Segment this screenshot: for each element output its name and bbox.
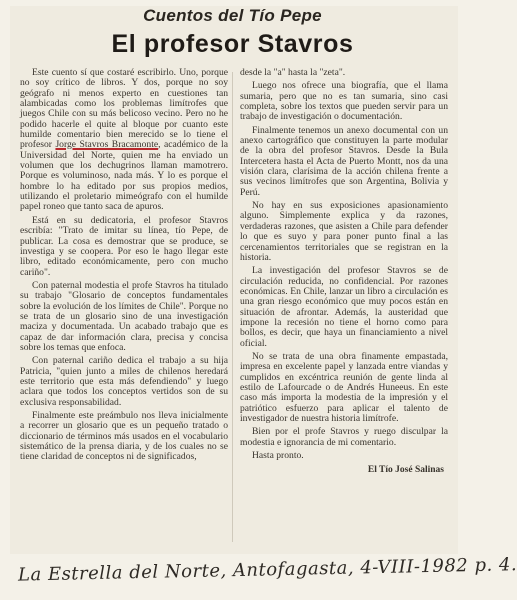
paragraph: Con paternal modestia el profe Stavros ha titulado su trabajo "Glosario de conceptos fundamentales sobre la evolución de los límites de Chile". Porque no se trata de un glosario sino de una investigación maciza y documentada. Un acabado trabajo que es capaz de dar información clara, precisa y concisa sobre los temas que enfoca.: [20, 279, 228, 353]
paragraph: Hasta pronto.: [252, 450, 304, 462]
author-signature: El Tío José Salinas: [367, 465, 444, 476]
paragraph: Está en su dedicatoria, el profesor Stavros escribía: "Trato de imitar su línea, tío Pepe, de publicar. La cosa es demostrar que se produce, se investiga y se coopera. Por eso le hago llegar este libro, editado económicamente, pero con mucho cariño".: [20, 214, 228, 278]
underlined-name: Jorge Stavros Bracamonte: [55, 139, 159, 151]
paragraph: La investigación del profesor Stavros se de circulación reducida, no confidencial. Por razones económicas. En Chile, lanzar un libro a circulación es una gran riesgo económico que muy pocos están en situación de afrontar. Además, la austeridad que impone la recesión no tiene el horno como para bollos, es decir, que haya un financiamiento a nivel oficial.: [240, 265, 448, 349]
article-headline: El profesor Stavros: [111, 30, 354, 58]
paragraph: Bien por el profe Stavros y ruego disculpar la modestia e ignorancia de mi comentario.: [240, 426, 448, 448]
left-column: [20, 68, 228, 466]
paragraph: Finalmente tenemos un anexo documental con un anexo cartográfico que constituyen la parte modular de la obra del profesor Stavros. Desde la Bula Intercetera hasta el Acta de Puerto Montt, nos da una visión clara, clarísima de la acción chilena frente a sus vecinos limítrofes que son Argentina, Bolivia y Perú.: [240, 124, 448, 198]
right-column: [240, 68, 448, 476]
paragraph: Luego nos ofrece una biografía, que el llama sumaria, pero que no es tan sumaria, sino casi completa, sobre los textos que pueden servir para un trabajo de investigación o documentación.: [240, 80, 448, 123]
paragraph: No se trata de una obra finamente empastada, impresa en excelente papel y lanzada entre viandas y cumplidos en excéntrica reunión de gente linda al estilo de Lafourcade o de Andrés Huneeus. En este caso más importa la modestia de la impresión y el patriótico esfuerzo para aplicar el talento de investigador de nuestra historia limítrofe.: [240, 350, 448, 424]
handwritten-source-note: La Estrella del Norte, Antofagasta, 4-VIII-1982 p. 4.: [17, 554, 517, 586]
paragraph: Finalmente este preámbulo nos lleva inicialmente a recorrer un glosario que es un pequeño tratado o diccionario de términos más usados en el vocabulario sistemático de la prensa diaria, y de los cuales no se tiene claridad de conceptos ni de significados,: [20, 410, 228, 463]
paragraph: Con paternal cariño dedica el trabajo a su hija Patricia, "quien junto a miles de chilenos heredará este territorio que esta más defendiendo" y luego aclara que todos los conceptos vertidos son de su exclusiva responsabilidad.: [20, 355, 228, 408]
paragraph: Este cuento sí que costaré escribirlo. Uno, porque no soy crítico de libros. Y dos, porque no soy geógrafo ni menos experto en cuestiones tan alambicadas como los problemas limítrofes que juegos Chile con su más belicoso vecino. Pero no he podido hacerle el quite al bloque por cuanto este humilde comentario bien merecido se lo tiene el profesor Jorge Stavros Bracamonte, académico de la Universidad del Norte, quien me ha enviado un volumen que los dechugrinos llaman mamotrero. Porque es voluminoso, nada más. Y lo es porque el hombre lo ha editado por sus propios medios, utilizando el proletario mimeógrafo con el humilde papel roneo que tanto saca de apuros.: [20, 67, 228, 213]
paragraph: desde la "a" hasta la "zeta".: [240, 67, 346, 78]
column-divider: [232, 72, 233, 542]
section-title: Cuentos del Tío Pepe: [143, 6, 322, 25]
paragraph: No hay en sus exposiciones apasionamiento alguno. Simplemente explica y da razones, verdaderas razones, que asisten a Chile para defender lo que es suyo y para poner punto final a las cercenamientos territoriales que se registran en la historia.: [240, 200, 448, 263]
